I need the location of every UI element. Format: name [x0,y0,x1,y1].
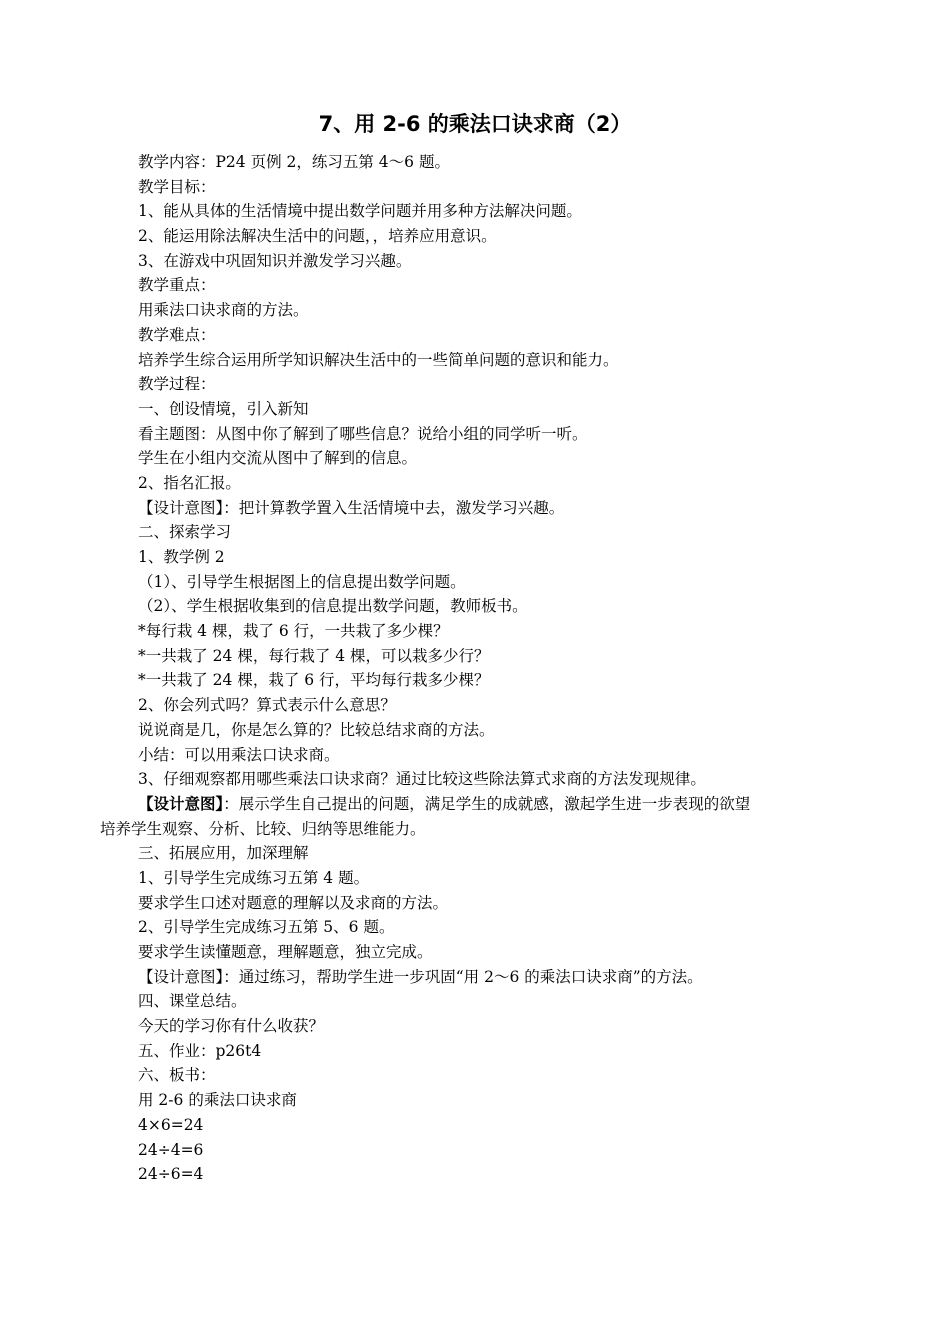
section-heading: 教学目标： [138,177,216,196]
section-heading: 四、课堂总结。 [138,992,247,1011]
question-item: *每行栽 4 棵，栽了 6 行，一共栽了多少棵？ [138,622,449,641]
paragraph: 1、教学例 2 [138,548,225,566]
teaching-content: 教学内容：P24 页例 2，练习五第 4～6 题。 [138,153,450,171]
section-heading: 教学重点： [138,276,216,295]
paragraph: 用乘法口诀求商的方法。 [138,301,309,320]
paragraph: 看主题图：从图中你了解到了哪些信息？说给小组的同学听一听。 [138,424,588,443]
design-intent-text: ：展示学生自己提出的问题，满足学生的成就感，激起学生进一步表现的欲望 [223,794,751,813]
paragraph: 说说商是几，你是怎么算的？比较总结求商的方法。 [138,720,495,739]
section-heading: 三、拓展应用，加深理解 [138,844,309,863]
homework: 五、作业：p26t4 [138,1041,262,1060]
paragraph: 一、创设情境，引入新知 [138,399,309,418]
paragraph: 1、引导学生完成练习五第 4 题。 [138,868,370,887]
document-title: 7、用 2-6 的乘法口诀求商（2） [318,112,632,136]
design-intent-continuation: 培养学生观察、分析、比较、归纳等思维能力。 [100,819,426,838]
objective-item: 3、在游戏中巩固知识并激发学习兴趣。 [138,251,412,270]
question-item: *一共栽了 24 棵，栽了 6 行，平均每行栽多少棵？ [138,671,490,690]
paragraph: （2）、学生根据收集到的信息提出数学问题，教师板书。 [138,597,528,616]
section-heading: 教学难点： [138,325,216,344]
paragraph: 二、探索学习 [138,523,232,542]
equation: 24÷6=4 [138,1165,204,1184]
equation: 24÷4=6 [138,1140,204,1159]
objective-item: 2、能运用除法解决生活中的问题，，培养应用意识。 [138,227,497,246]
summary: 小结：可以用乘法口诀求商。 [138,745,340,764]
design-intent-bold [138,792,878,817]
paragraph: 学生在小组内交流从图中了解到的信息。 [138,449,418,468]
design-intent: 【设计意图】：把计算教学置入生活情境中去，激发学习兴趣。 [138,498,565,517]
section-heading: 六、板书： [138,1066,216,1085]
design-intent-label: 【设计意图】 [138,793,224,813]
paragraph: 2、引导学生完成练习五第 5、6 题。 [138,918,395,937]
paragraph: 2、你会列式吗？算式表示什么意思？ [138,696,396,715]
design-intent: 【设计意图】：通过练习，帮助学生进一步巩固“用 2～6 的乘法口诀求商”的方法。 [138,967,703,986]
paragraph: 2、指名汇报。 [138,473,241,492]
paragraph: 培养学生综合运用所学知识解决生活中的一些简单问题的意识和能力。 [138,350,619,369]
paragraph: 3、仔细观察都用哪些乘法口诀求商？通过比较这些除法算式求商的方法发现规律。 [138,770,706,789]
document-body [100,150,878,1187]
paragraph: 要求学生口述对题意的理解以及求商的方法。 [138,893,449,912]
equation: 4×6=24 [138,1115,204,1134]
board-title: 用 2-6 的乘法口诀求商 [138,1091,297,1110]
question-item: *一共栽了 24 棵，每行栽了 4 棵，可以栽多少行？ [138,646,490,665]
objective-item: 1、能从具体的生活情境中提出数学问题并用多种方法解决问题。 [138,202,582,221]
paragraph: 要求学生读懂题意，理解题意，独立完成。 [138,943,433,961]
section-heading: 教学过程： [138,375,216,394]
paragraph: （1）、引导学生根据图上的信息提出数学问题。 [138,572,466,591]
paragraph: 今天的学习你有什么收获？ [138,1017,325,1036]
